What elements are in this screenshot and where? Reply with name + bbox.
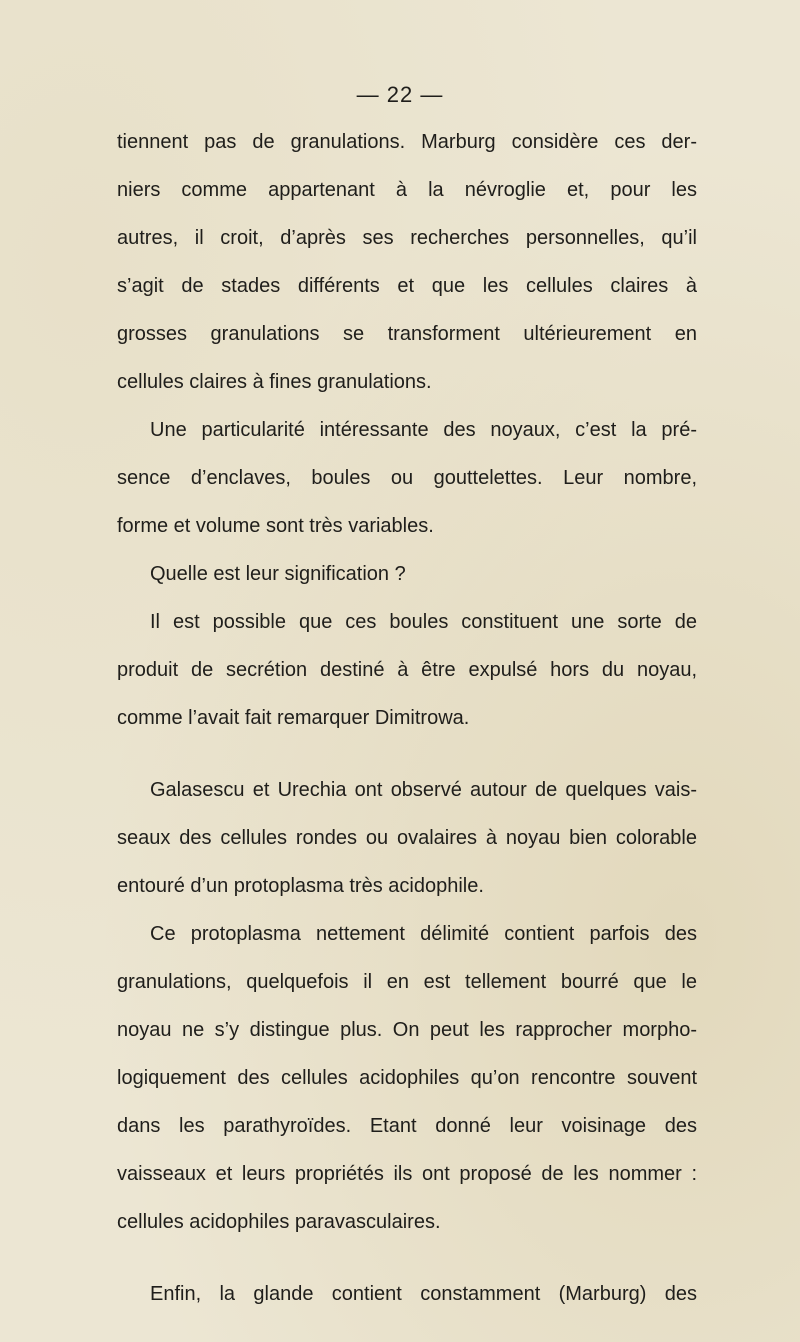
text-line: niers comme appartenant à la névroglie et, pour les (117, 179, 697, 201)
text-line: grosses granulations se transforment ultérieurement en (117, 323, 697, 345)
text-line: entouré d’un protoplasma très acidophile. (117, 875, 484, 897)
text-line: granulations, quelquefois il en est tellement bourré que le (117, 971, 697, 993)
text-line: seaux des cellules rondes ou ovalaires à noyau bien colorable (117, 827, 697, 849)
text-line: Il est possible que ces boules constituent une sorte de (150, 611, 697, 633)
text-line: comme l’avait fait remarquer Dimitrowa. (117, 707, 470, 729)
text-line: cellules acidophiles paravasculaires. (117, 1211, 441, 1233)
text-line: noyau ne s’y distingue plus. On peut les rapprocher morpho- (117, 1019, 697, 1041)
text-line: forme et volume sont très variables. (117, 515, 434, 537)
text-line: dans les parathyroïdes. Etant donné leur voisinage des (117, 1115, 697, 1137)
text-line: autres, il croit, d’après ses recherches personnelles, qu’il (117, 227, 697, 249)
text-line: s’agit de stades différents et que les cellules claires à (117, 275, 697, 297)
text-line: sence d’enclaves, boules ou gouttelettes. Leur nombre, (117, 467, 697, 489)
text-line: Enfin, la glande contient constamment (Marburg) des (150, 1283, 697, 1305)
text-line: Ce protoplasma nettement délimité contient parfois des (150, 923, 697, 945)
text-line: tiennent pas de granulations. Marburg considère ces der- (117, 131, 697, 153)
text-line: Quelle est leur signification ? (150, 563, 406, 585)
text-line: cellules claires à fines granulations. (117, 371, 432, 393)
text-line: produit de secrétion destiné à être expulsé hors du noyau, (117, 659, 697, 681)
text-line: vaisseaux et leurs propriétés ils ont proposé de les nommer : (117, 1163, 697, 1185)
text-line: Une particularité intéressante des noyaux, c’est la pré- (150, 419, 697, 441)
page-number: — 22 — (356, 82, 444, 107)
text-line: logiquement des cellules acidophiles qu’on rencontre souvent (117, 1067, 697, 1089)
text-line: Galasescu et Urechia ont observé autour de quelques vais- (150, 779, 697, 801)
